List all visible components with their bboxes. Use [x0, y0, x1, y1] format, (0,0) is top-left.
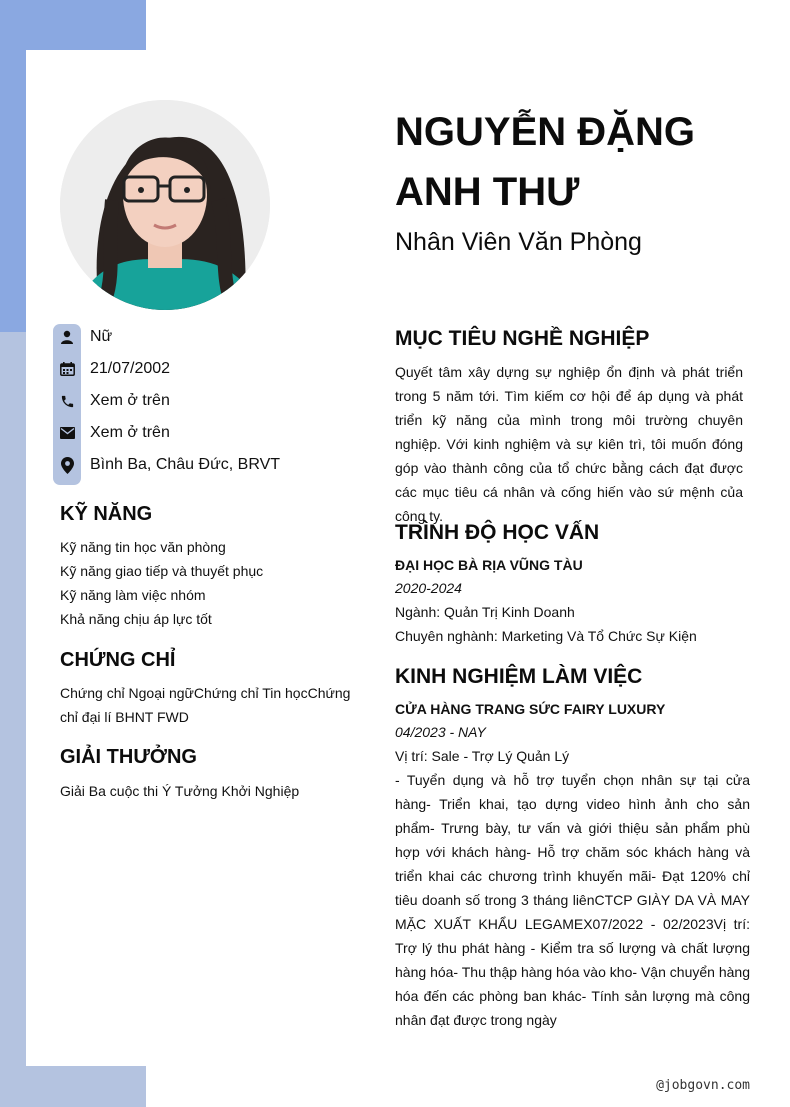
education-specialization: Chuyên nghành: Marketing Và Tổ Chức Sự Kiện	[395, 628, 697, 644]
phone-value: Xem ở trên	[90, 392, 170, 409]
mail-icon	[53, 417, 81, 449]
education-title: TRÌNH ĐỘ HỌC VẤN	[395, 521, 600, 544]
skill-item: Kỹ năng làm việc nhóm	[60, 587, 206, 603]
objective-text: Quyết tâm xây dựng sự nghiệp ổn định và phát triển trong 5 năm tới. Tìm kiếm cơ hội để áp dụng và phát triển kỹ năng của mình trong môi trường chuyên nghiệp. Với kinh nghiệm và sự kiên trì, tôi muốn đóng góp vào thành công của tổ chức bằng cách đạt được các mục tiêu cá nhân và cống hiến vào sứ mệnh của công ty.	[395, 364, 743, 524]
contact-email	[53, 417, 353, 449]
contact-address	[53, 449, 353, 481]
location-pin-icon	[53, 449, 81, 481]
phone-icon	[53, 385, 81, 417]
company-name: CỬA HÀNG TRANG SỨC FAIRY LUXURY	[395, 701, 666, 717]
profile-photo	[60, 100, 270, 310]
experience-title: KINH NGHIỆM LÀM VIỆC	[395, 665, 643, 688]
awards-text: Giải Ba cuộc thi Ý Tưởng Khởi Nghiệp	[60, 783, 300, 799]
certificates-title: CHỨNG CHỈ	[60, 649, 176, 671]
person-icon	[53, 321, 81, 353]
calendar-icon	[53, 353, 81, 385]
job-title: Nhân Viên Văn Phòng	[395, 228, 642, 256]
objective-title: MỤC TIÊU NGHỀ NGHIỆP	[395, 327, 650, 350]
experience-period: 04/2023 - NAY	[395, 724, 486, 740]
skill-item: Kỹ năng giao tiếp và thuyết phục	[60, 563, 264, 579]
education-major: Ngành: Quản Trị Kinh Doanh	[395, 604, 575, 620]
contact-phone	[53, 385, 353, 417]
gender-value: Nữ	[90, 328, 113, 345]
watermark: @jobgovn.com	[656, 1078, 750, 1093]
email-value: Xem ở trên	[90, 424, 170, 441]
experience-description: - Tuyển dụng và hỗ trợ tuyển chọn nhân sự tại cửa hàng- Triển khai, tạo dựng video hình ảnh cho sản phẩm- Trưng bày, tư vấn và giới thiệu sản phẩm phù hợp với khách hàng- Hỗ trợ chăm sóc khách hàng và triển khai các chương trình khuyến mãi- Đạt 120% chỉ tiêu doanh số trong 3 tháng liênCTCP GIÀY DA VÀ MAY MẶC XUẤT KHẨU LEGAMEX07/2022 - 02/2023Vị trí: Trợ lý thu phát hàng - Kiểm tra số lượng và chất lượng hàng hóa- Thu thập hàng hóa vào kho- Vận chuyển hàng hóa đến các phòng ban khác- Tính sản lượng mà công nhân đạt được trong ngày	[395, 772, 750, 1028]
birthdate-value: 21/07/2002	[90, 360, 171, 377]
skill-item: Khả năng chịu áp lực tốt	[60, 611, 212, 627]
candidate-name: NGUYỄN ĐẶNG ANH THƯ	[395, 110, 696, 214]
address-value: Bình Ba, Châu Đức, BRVT	[90, 456, 281, 473]
contact-birthdate	[53, 353, 353, 385]
experience-position: Vị trí: Sale - Trợ Lý Quản Lý	[395, 748, 570, 764]
awards-title: GIẢI THƯỞNG	[60, 746, 197, 768]
education-period: 2020-2024	[395, 580, 462, 596]
certificates-text: Chứng chỉ Ngoại ngữChứng chỉ Tin họcChứng chỉ đại lí BHNT FWD	[60, 685, 351, 725]
school-name: ĐẠI HỌC BÀ RỊA VŨNG TÀU	[395, 557, 583, 573]
skill-item: Kỹ năng tin học văn phòng	[60, 539, 226, 555]
contact-gender	[53, 321, 353, 353]
skills-title: KỸ NĂNG	[60, 503, 153, 525]
